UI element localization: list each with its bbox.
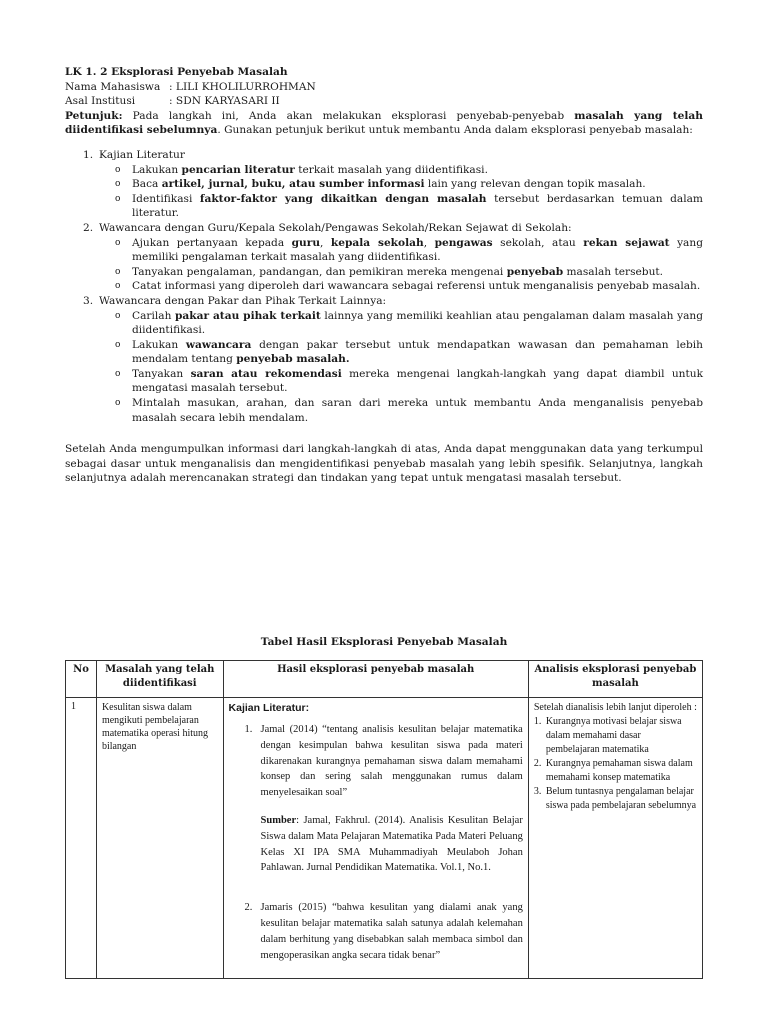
column-header: Analisis eksplorasi penyebab masalah: [528, 661, 702, 698]
step-item: 3. Wawancara dengan Pakar dan Pihak Terkait Lainnya: o Carilah pakar atau pihak terkait lainnya yang memiliki keahlian atau pengalaman dalam masalah yang diidentifikasi. o Lakukan wawancara dengan pakar tersebut untuk mendapatkan wawasan dan pemahaman lebih mendalam tentang penyebab masalah. o Tanyakan saran atau rekomendasi mereka mengenai langkah-langkah yang dapat diambil untuk mengatasi masalah tersebut. o Mintalah masukan, arahan, dan saran dari mereka untuk membantu Anda menganalisis penyebab masalah secara lebih mendalam.: [65, 294, 703, 425]
sub-item: o Ajukan pertanyaan kepada guru, kepala sekolah, pengawas sekolah, atau rekan sejawat yang memiliki pengalaman terkait masalah yang diidentifikasi.: [115, 236, 703, 264]
column-header: Hasil eksplorasi penyebab masalah: [223, 661, 528, 698]
results-table: [65, 660, 703, 979]
circle-bullet-icon: o: [115, 179, 121, 190]
name-label: Nama Mahasiswa: [65, 80, 161, 93]
cell-hasil: [223, 698, 528, 979]
circle-bullet-icon: o: [115, 310, 121, 321]
analysis-item: 1. Kurangnya motivasi belajar siswa dalam memahami dasar pembelajaran matematika: [533, 716, 682, 755]
sub-item: o Lakukan wawancara dengan pakar tersebut untuk mendapatkan wawasan dan pemahaman lebih mendalam tentang penyebab masalah.: [115, 338, 703, 366]
institution-line: [65, 94, 703, 109]
circle-bullet-icon: o: [115, 398, 121, 409]
student-name-line: [65, 80, 703, 95]
cell-masalah: Kesulitan siswa dalam mengikuti pembelajaran matematika operasi hitung bilangan: [96, 698, 223, 979]
institution-label: Asal Institusi: [65, 95, 136, 108]
name-value: : LILI KHOLILURROHMAN: [169, 80, 316, 93]
instructions: Petunjuk: Pada langkah ini, Anda akan melakukan eksplorasi penyebab-penyebab masalah yang telah diidentifikasi sebelumnya. Gunakan petunjuk berikut untuk membantu Anda dalam eksplorasi penyebab masalah:: [65, 109, 703, 137]
kajian-label: Kajian Literatur:: [228, 702, 310, 714]
sub-item: o Lakukan pencarian literatur terkait masalah yang diidentifikasi.: [115, 163, 488, 176]
step-title: Wawancara dengan Guru/Kepala Sekolah/Pengawas Sekolah/Rekan Sejawat di Sekolah:: [99, 221, 572, 234]
sub-item: o Catat informasi yang diperoleh dari wawancara sebagai referensi untuk menganalisis penyebab masalah.: [115, 280, 701, 293]
step-title: Wawancara dengan Pakar dan Pihak Terkait Lainnya:: [99, 294, 387, 307]
column-header: No: [66, 661, 97, 698]
column-header: Masalah yang telah diidentifikasi: [96, 661, 223, 698]
circle-bullet-icon: o: [115, 193, 121, 204]
sub-item: o Carilah pakar atau pihak terkait lainnya yang memiliki keahlian atau pengalaman dalam masalah yang diidentifikasi.: [115, 309, 703, 337]
analysis-item: 2. Kurangnya pemahaman siswa dalam memahami konsep matematika: [533, 758, 693, 783]
step-title: Kajian Literatur: [99, 148, 185, 161]
sub-item: o Mintalah masukan, arahan, dan saran dari mereka untuk membantu Anda menganalisis penyebab masalah secara lebih mendalam.: [115, 397, 703, 424]
sub-item: o Baca artikel, jurnal, buku, atau sumber informasi lain yang relevan dengan topik masalah.: [115, 178, 646, 191]
worksheet-text: [65, 65, 703, 486]
cell-analisis: [528, 698, 702, 979]
analysis-item: 3. Belum tuntasnya pengalaman belajar siswa pada pembelajaran sebelumnya: [533, 786, 697, 811]
reference-item: 1. Jamal (2014) “tentang analisis kesulitan belajar matematika dengan kesimpulan bahwa kesulitan siswa pada materi dikarenakan kurangnya pemahaman siswa dalam memahami konsep dan sering salah menggunakan rumus dalam menyelesaikan soal” Sumber: Jamal, Fakhrul. (2014). Analisis Kesulitan Belajar Siswa dalam Mata Pelajaran Matematika Pada Materi Peluang Kelas XI IPA SMA Muhammadiyah Meulaboh Johan Pahlawan. Jurnal Pendidikan Matematika. Vol.1, No.1.: [244, 724, 523, 874]
step-item: 2. Wawancara dengan Guru/Kepala Sekolah/Pengawas Sekolah/Rekan Sejawat di Sekolah: o Ajukan pertanyaan kepada guru, kepala sekolah, pengawas sekolah, atau rekan sejawat yang memiliki pengalaman terkait masalah yang diidentifikasi. o Tanyakan pengalaman, pandangan, dan pemikiran mereka mengenai penyebab masalah tersebut. o Catat informasi yang diperoleh dari wawancara sebagai referensi untuk menganalisis penyebab masalah.: [65, 221, 703, 294]
circle-bullet-icon: o: [115, 368, 121, 379]
sub-item: o Tanyakan pengalaman, pandangan, dan pemikiran mereka mengenai penyebab masalah tersebut.: [115, 265, 664, 278]
doc-title: LK 1. 2 Eksplorasi Penyebab Masalah: [65, 66, 288, 78]
reference-list: [229, 722, 523, 963]
circle-bullet-icon: o: [115, 281, 121, 292]
analysis-list: [534, 715, 697, 813]
sub-item: o Identifikasi faktor-faktor yang dikaitkan dengan masalah tersebut berdasarkan temuan dalam literatur.: [115, 192, 703, 220]
circle-bullet-icon: o: [115, 339, 121, 350]
circle-bullet-icon: o: [115, 164, 121, 175]
reference-item: 2. Jamaris (2015) “bahwa kesulitan yang dialami anak yang kesulitan belajar matematika salah satunya adalah kelemahan dalam berhitung yang disebabkan salah membaca simbol dan mengoperasikan angka secara tidak benar”: [244, 902, 523, 961]
circle-bullet-icon: o: [115, 266, 121, 277]
table-row: [66, 698, 703, 979]
step-item: 1. Kajian Literatur o Lakukan pencarian literatur terkait masalah yang diidentifikasi. o Baca artikel, jurnal, buku, atau sumber informasi lain yang relevan dengan topik masalah. o Identifikasi faktor-faktor yang dikaitkan dengan masalah tersebut berdasarkan temuan dalam literatur.: [65, 148, 703, 221]
table-title: Tabel Hasil Eksplorasi Penyebab Masalah: [260, 636, 508, 648]
table-header-row: [66, 661, 703, 698]
steps-list: [65, 148, 703, 425]
cell-no: 1: [66, 698, 97, 979]
closing-paragraph: Setelah Anda mengumpulkan informasi dari langkah-langkah di atas, Anda dapat menggunakan data yang terkumpul sebagai dasar untuk menganalisis dan mengidentifikasi penyebab masalah yang lebih spesifik. Selanjutnya, langkah selanjutnya adalah merencanakan strategi dan tindakan yang tepat untuk mengatasi masalah tersebut.: [65, 443, 703, 485]
circle-bullet-icon: o: [115, 237, 121, 248]
sub-item: o Tanyakan saran atau rekomendasi mereka mengenai langkah-langkah yang dapat diambil untuk mengatasi masalah tersebut.: [115, 367, 703, 395]
analysis-intro: Setelah dianalisis lebih lanjut diperoleh :: [533, 702, 697, 713]
institution-value: : SDN KARYASARI II: [169, 95, 280, 108]
